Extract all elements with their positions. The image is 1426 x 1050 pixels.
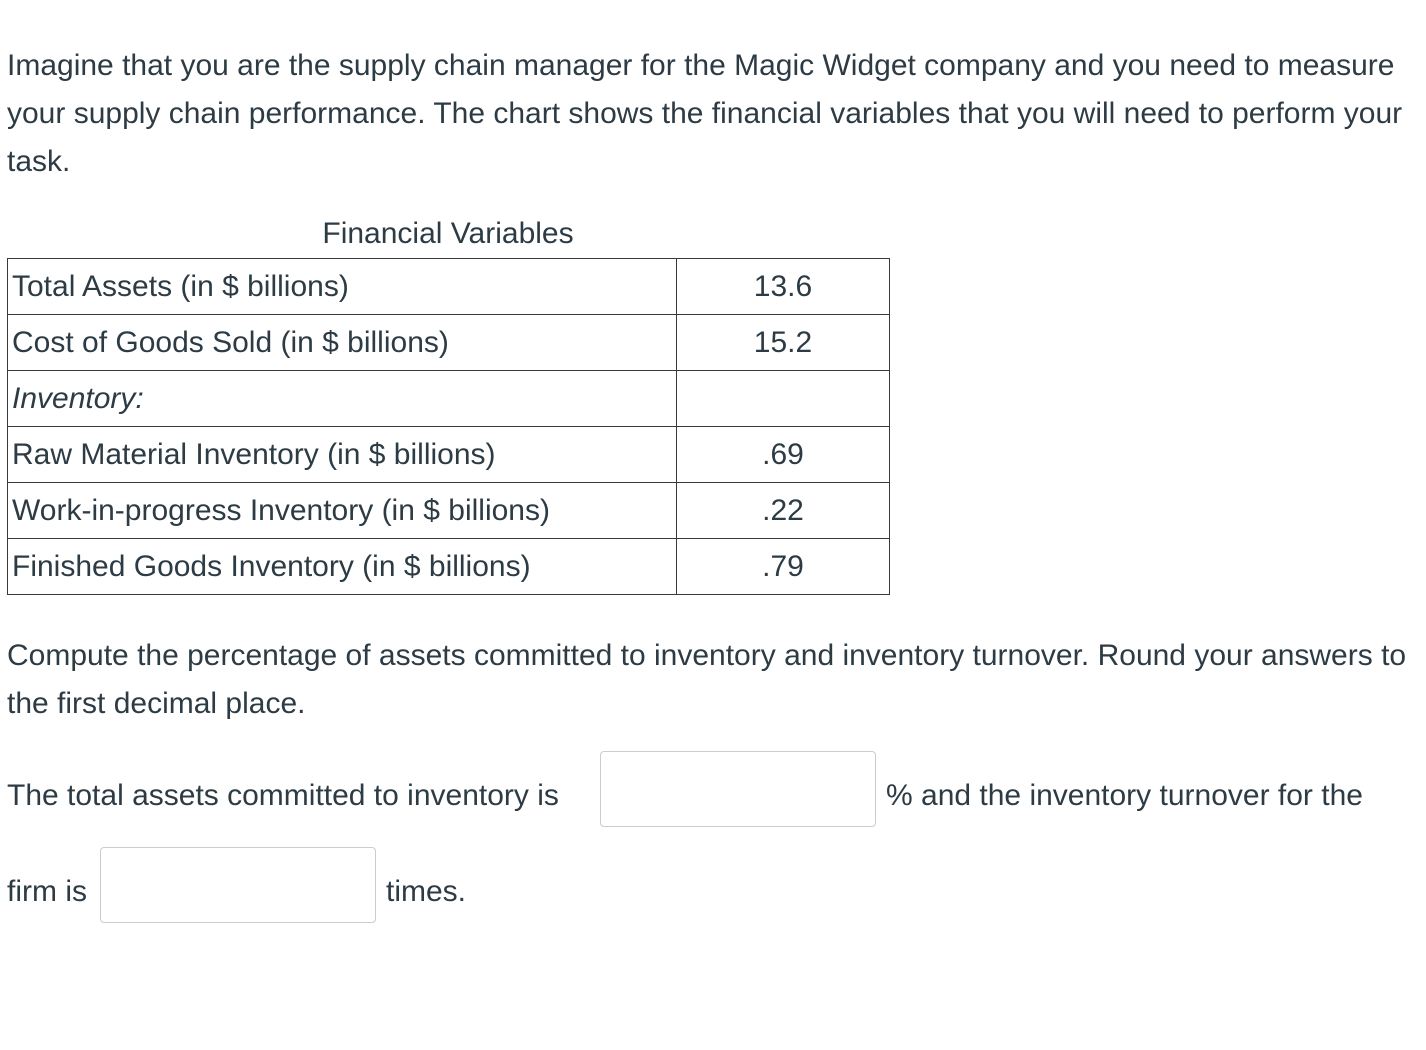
row-value-raw-material: .69 (677, 427, 890, 483)
row-label-inventory: Inventory: (8, 371, 677, 427)
answer-suffix-2: times. (386, 875, 467, 908)
intro-paragraph: Imagine that you are the supply chain manager for the Magic Widget company and you need to measure your supply chain performance. The chart shows the financial variables that you will need to perform your task. (7, 49, 1403, 178)
row-value-finished-goods: .79 (677, 539, 890, 595)
table-row (8, 483, 890, 539)
row-label-raw-material: Raw Material Inventory (in $ billions) (8, 427, 677, 483)
row-value-inventory (677, 371, 890, 427)
table-caption: Financial Variables (322, 217, 574, 250)
table-row (8, 315, 890, 371)
row-label-cogs: Cost of Goods Sold (in $ billions) (8, 315, 677, 371)
inventory-percentage-input[interactable] (600, 751, 876, 827)
table-row (8, 539, 890, 595)
answer-suffix-1: % and the inventory turnover for the (886, 779, 1363, 812)
answer-prefix-1: The total assets committed to inventory is (7, 779, 559, 812)
row-value-cogs: 15.2 (677, 315, 890, 371)
table-row (8, 259, 890, 315)
table-row (8, 371, 890, 427)
question-paragraph: Compute the percentage of assets committed to inventory and inventory turnover. Round your answers to the first decimal place. (7, 639, 1407, 720)
financial-variables-table (7, 258, 890, 595)
row-value-total-assets: 13.6 (677, 259, 890, 315)
row-label-wip: Work-in-progress Inventory (in $ billions) (8, 483, 677, 539)
row-value-wip: .22 (677, 483, 890, 539)
row-label-finished-goods: Finished Goods Inventory (in $ billions) (8, 539, 677, 595)
row-label-total-assets: Total Assets (in $ billions) (8, 259, 677, 315)
answer-prefix-2: firm is (7, 875, 87, 908)
table-row (8, 427, 890, 483)
inventory-turnover-input[interactable] (100, 847, 376, 923)
